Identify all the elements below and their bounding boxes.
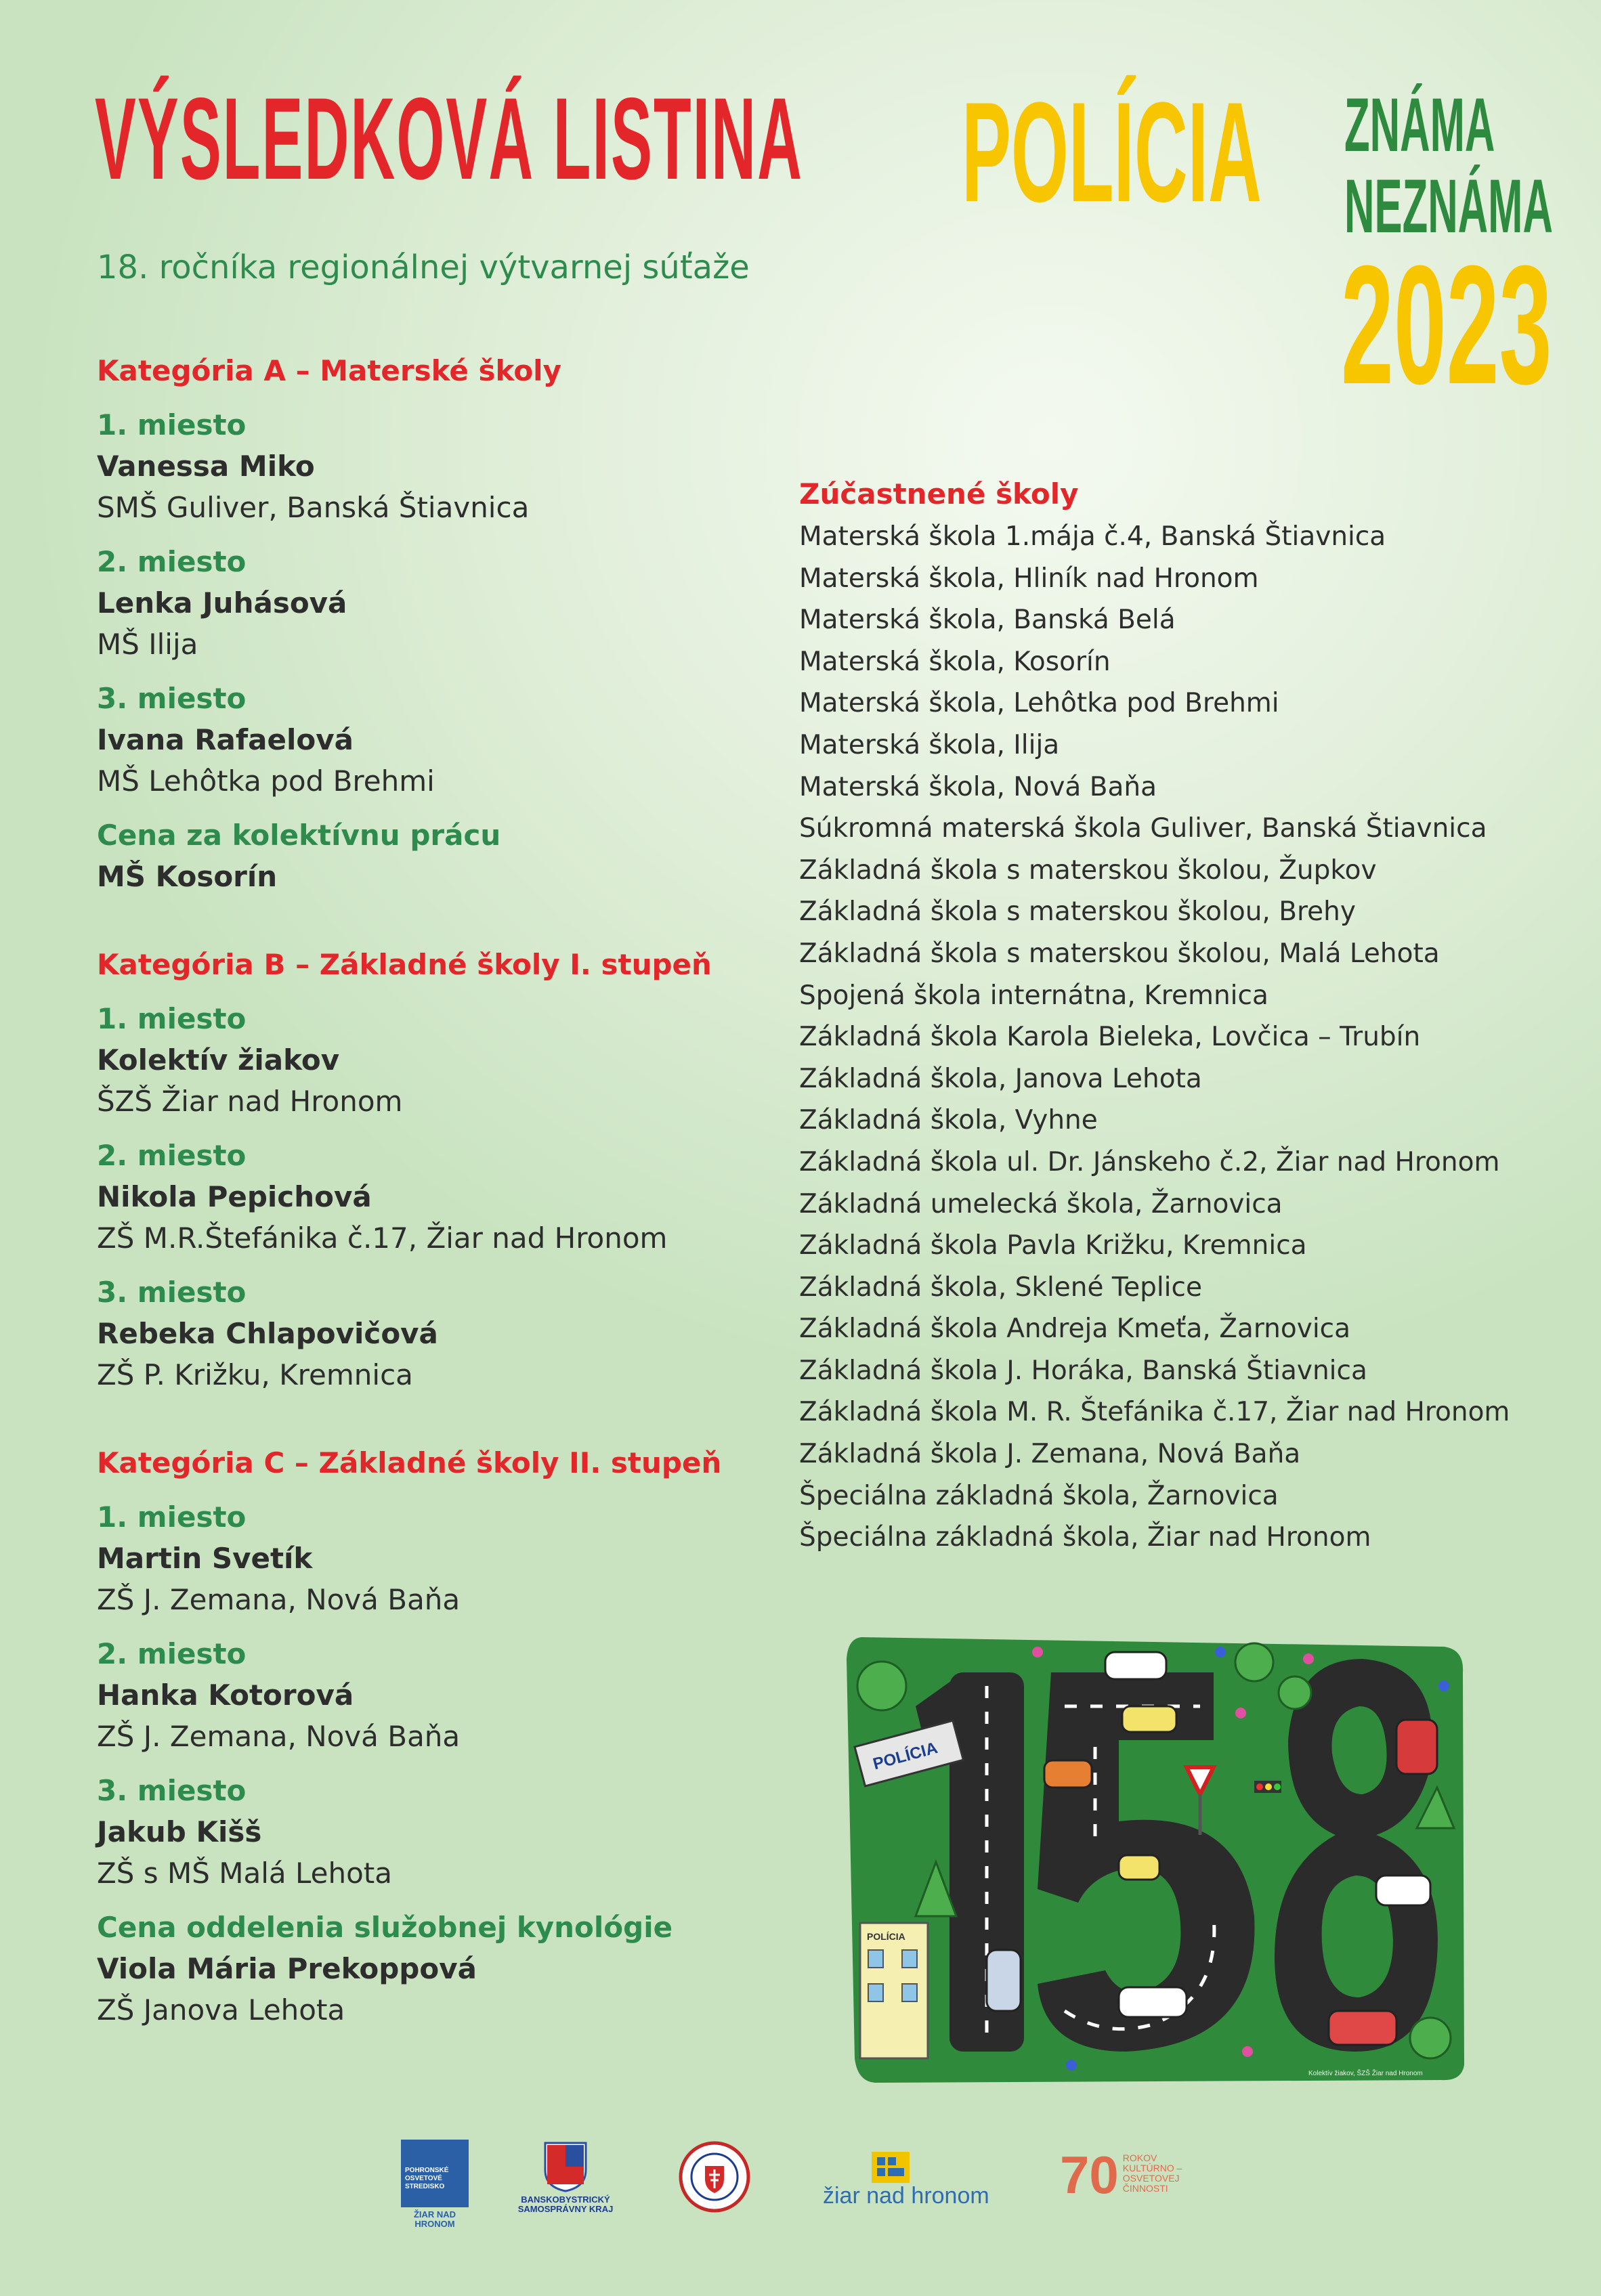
police-corps-logo bbox=[677, 2140, 752, 2217]
category-a-title: Kategória A – Materské školy bbox=[97, 354, 561, 387]
special-prize-school: ZŠ Janova Lehota bbox=[97, 1993, 345, 2027]
special-prize-label: Cena za kolektívnu prácu bbox=[97, 819, 501, 852]
svg-text:POLÍCIA: POLÍCIA bbox=[871, 1738, 940, 1774]
ziar-city-mark-icon bbox=[872, 2152, 910, 2183]
schools-heading: Zúčastnené školy bbox=[799, 477, 1079, 511]
winner-name: Nikola Pepichová bbox=[97, 1180, 372, 1213]
place-label: 3. miesto bbox=[97, 1276, 247, 1309]
place-label: 1. miesto bbox=[97, 1002, 247, 1035]
school-item: Špeciálna základná škola, Žiar nad Hronom bbox=[799, 1522, 1371, 1553]
contest-logo-line2: NEZNÁMA bbox=[1344, 164, 1553, 248]
school-item: Základná škola Karola Bieleka, Lovčica – Trubín bbox=[799, 1022, 1421, 1053]
pos-logo-line: POHRONSKÉ bbox=[405, 2167, 449, 2174]
pos-logo-caption: ŽIAR NAD HRONOM bbox=[413, 2209, 456, 2229]
school-item: Základná škola J. Zemana, Nová Baňa bbox=[799, 1439, 1301, 1470]
winner-school: ZŠ P. Križku, Kremnica bbox=[97, 1358, 413, 1391]
ziar-city-logo bbox=[823, 2152, 989, 2209]
place-label: 2. miesto bbox=[97, 1139, 247, 1172]
place-label: 2. miesto bbox=[97, 1637, 247, 1670]
special-prize-label: Cena oddelenia služobnej kynológie bbox=[97, 1911, 673, 1944]
contest-logo-word: POLÍCIA bbox=[962, 72, 1262, 232]
partner-logos bbox=[393, 2140, 1273, 2241]
school-item: Základná škola s materskou školou, Malá Lehota bbox=[799, 938, 1440, 969]
school-item: Materská škola, Banská Belá bbox=[799, 605, 1176, 636]
contest-logo-year: 2023 bbox=[1341, 230, 1552, 419]
school-item: Materská škola, Kosorín bbox=[799, 646, 1111, 677]
school-item: Materská škola, Nová Baňa bbox=[799, 771, 1157, 802]
pos-logo-line: OSVETOVÉ bbox=[405, 2175, 442, 2182]
winner-name: Vanessa Miko bbox=[97, 450, 315, 483]
category-b bbox=[97, 945, 774, 1395]
school-item: Spojená škola internátna, Kremnica bbox=[799, 980, 1268, 1011]
artwork-credit: Kolektív žiakov, ŠZŠ Žiar nad Hronom bbox=[1308, 2070, 1423, 2077]
school-item: Základná škola, Vyhne bbox=[799, 1105, 1098, 1136]
school-item: Základná umelecká škola, Žarnovica bbox=[799, 1188, 1283, 1219]
school-item: Základná škola, Sklené Teplice bbox=[799, 1272, 1202, 1303]
school-item: Materská škola, Ilija bbox=[799, 729, 1060, 760]
anniversary-line: ČINNOSTI bbox=[1122, 2183, 1168, 2194]
school-item: Základná škola M. R. Štefánika č.17, Žiar nad Hronom bbox=[799, 1397, 1510, 1428]
school-item: Základná škola Andreja Kmeťa, Žarnovica bbox=[799, 1314, 1351, 1345]
bbsk-logo-line: BANSKOBYSTRICKÝ bbox=[521, 2194, 610, 2205]
bbsk-coat-of-arms-icon bbox=[542, 2140, 589, 2192]
anniversary-line: ROKOV bbox=[1122, 2152, 1157, 2163]
building-sign-text: POLÍCIA bbox=[867, 1931, 905, 1942]
place-label: 1. miesto bbox=[97, 1500, 247, 1534]
school-item: Základná škola J. Horáka, Banská Štiavnica bbox=[799, 1355, 1367, 1386]
winner-name: Martin Svetík bbox=[97, 1542, 313, 1575]
anniversary-logo bbox=[1060, 2145, 1182, 2205]
page-title: VÝSLEDKOVÁ LISTINA bbox=[95, 74, 804, 204]
school-item: Materská škola 1.mája č.4, Banská Štiavnica bbox=[799, 521, 1386, 552]
anniversary-line: OSVETOVEJ bbox=[1122, 2173, 1180, 2184]
category-c-title: Kategória C – Základné školy II. stupeň bbox=[97, 1446, 722, 1479]
school-item: Základná škola ul. Dr. Jánskeho č.2, Žiar nad Hronom bbox=[799, 1146, 1500, 1177]
category-c bbox=[97, 1443, 774, 2031]
ziar-city-name: žiar nad hronom bbox=[823, 2183, 989, 2209]
school-item: Súkromná materská škola Guliver, Banská Štiavnica bbox=[799, 813, 1487, 844]
police-badge-icon bbox=[677, 2140, 752, 2214]
schools-list bbox=[799, 516, 1510, 1559]
winner-name: Lenka Juhásová bbox=[97, 586, 347, 620]
anniversary-number: 70 bbox=[1060, 2145, 1119, 2205]
winner-school: MŠ Ilija bbox=[97, 628, 198, 661]
place-label: 3. miesto bbox=[97, 1774, 247, 1807]
winner-school: SMŠ Guliver, Banská Štiavnica bbox=[97, 491, 530, 524]
anniversary-text bbox=[1123, 2153, 1182, 2194]
winner-name: Jakub Kišš bbox=[97, 1815, 262, 1848]
bbsk-logo bbox=[515, 2140, 616, 2214]
winner-school: ZŠ M.R.Štefánika č.17, Žiar nad Hronom bbox=[97, 1221, 668, 1255]
winner-school: ZŠ s MŠ Malá Lehota bbox=[97, 1857, 393, 1890]
category-a bbox=[97, 351, 774, 897]
place-label: 2. miesto bbox=[97, 545, 247, 578]
pos-logo-mark bbox=[401, 2140, 469, 2207]
bbsk-logo-line: SAMOSPRÁVNY KRAJ bbox=[517, 2204, 614, 2214]
category-b-title: Kategória B – Základné školy I. stupeň bbox=[97, 948, 712, 981]
winner-school: MŠ Lehôtka pod Brehmi bbox=[97, 764, 435, 798]
school-item: Základná škola Pavla Križku, Kremnica bbox=[799, 1230, 1307, 1261]
place-label: 3. miesto bbox=[97, 682, 247, 715]
pos-logo-line: STREDISKO bbox=[405, 2183, 445, 2190]
anniversary-line: KULTÚRNO – bbox=[1122, 2163, 1182, 2173]
winner-name: Hanka Kotorová bbox=[97, 1678, 354, 1712]
winner-school: ŠZŠ Žiar nad Hronom bbox=[97, 1085, 403, 1118]
winner-name: Kolektív žiakov bbox=[97, 1043, 340, 1077]
school-item: Špeciálna základná škola, Žarnovica bbox=[799, 1480, 1279, 1511]
school-item: Základná škola, Janova Lehota bbox=[799, 1063, 1202, 1094]
pos-ziar-logo bbox=[401, 2140, 469, 2229]
place-label: 1. miesto bbox=[97, 408, 247, 441]
contest-logo-line1: ZNÁMA bbox=[1344, 83, 1495, 167]
winner-name: Rebeka Chlapovičová bbox=[97, 1317, 438, 1350]
results-column bbox=[97, 351, 774, 2031]
special-prize-winner: Viola Mária Prekoppová bbox=[97, 1952, 477, 1985]
school-item: Základná škola s materskou školou, Župkov bbox=[799, 854, 1377, 886]
special-prize-winner: MŠ Kosorín bbox=[97, 860, 278, 893]
school-item: Materská škola, Lehôtka pod Brehmi bbox=[799, 688, 1279, 719]
winner-school: ZŠ J. Zemana, Nová Baňa bbox=[97, 1720, 461, 1753]
winner-school: ZŠ J. Zemana, Nová Baňa bbox=[97, 1583, 461, 1616]
page-subtitle: 18. ročníka regionálnej výtvarnej súťaže bbox=[97, 248, 750, 286]
school-item: Materská škola, Hliník nad Hronom bbox=[799, 563, 1259, 594]
school-item: Základná škola s materskou školou, Brehy bbox=[799, 896, 1356, 928]
winning-artwork bbox=[834, 1632, 1470, 2084]
winner-name: Ivana Rafaelová bbox=[97, 723, 354, 756]
